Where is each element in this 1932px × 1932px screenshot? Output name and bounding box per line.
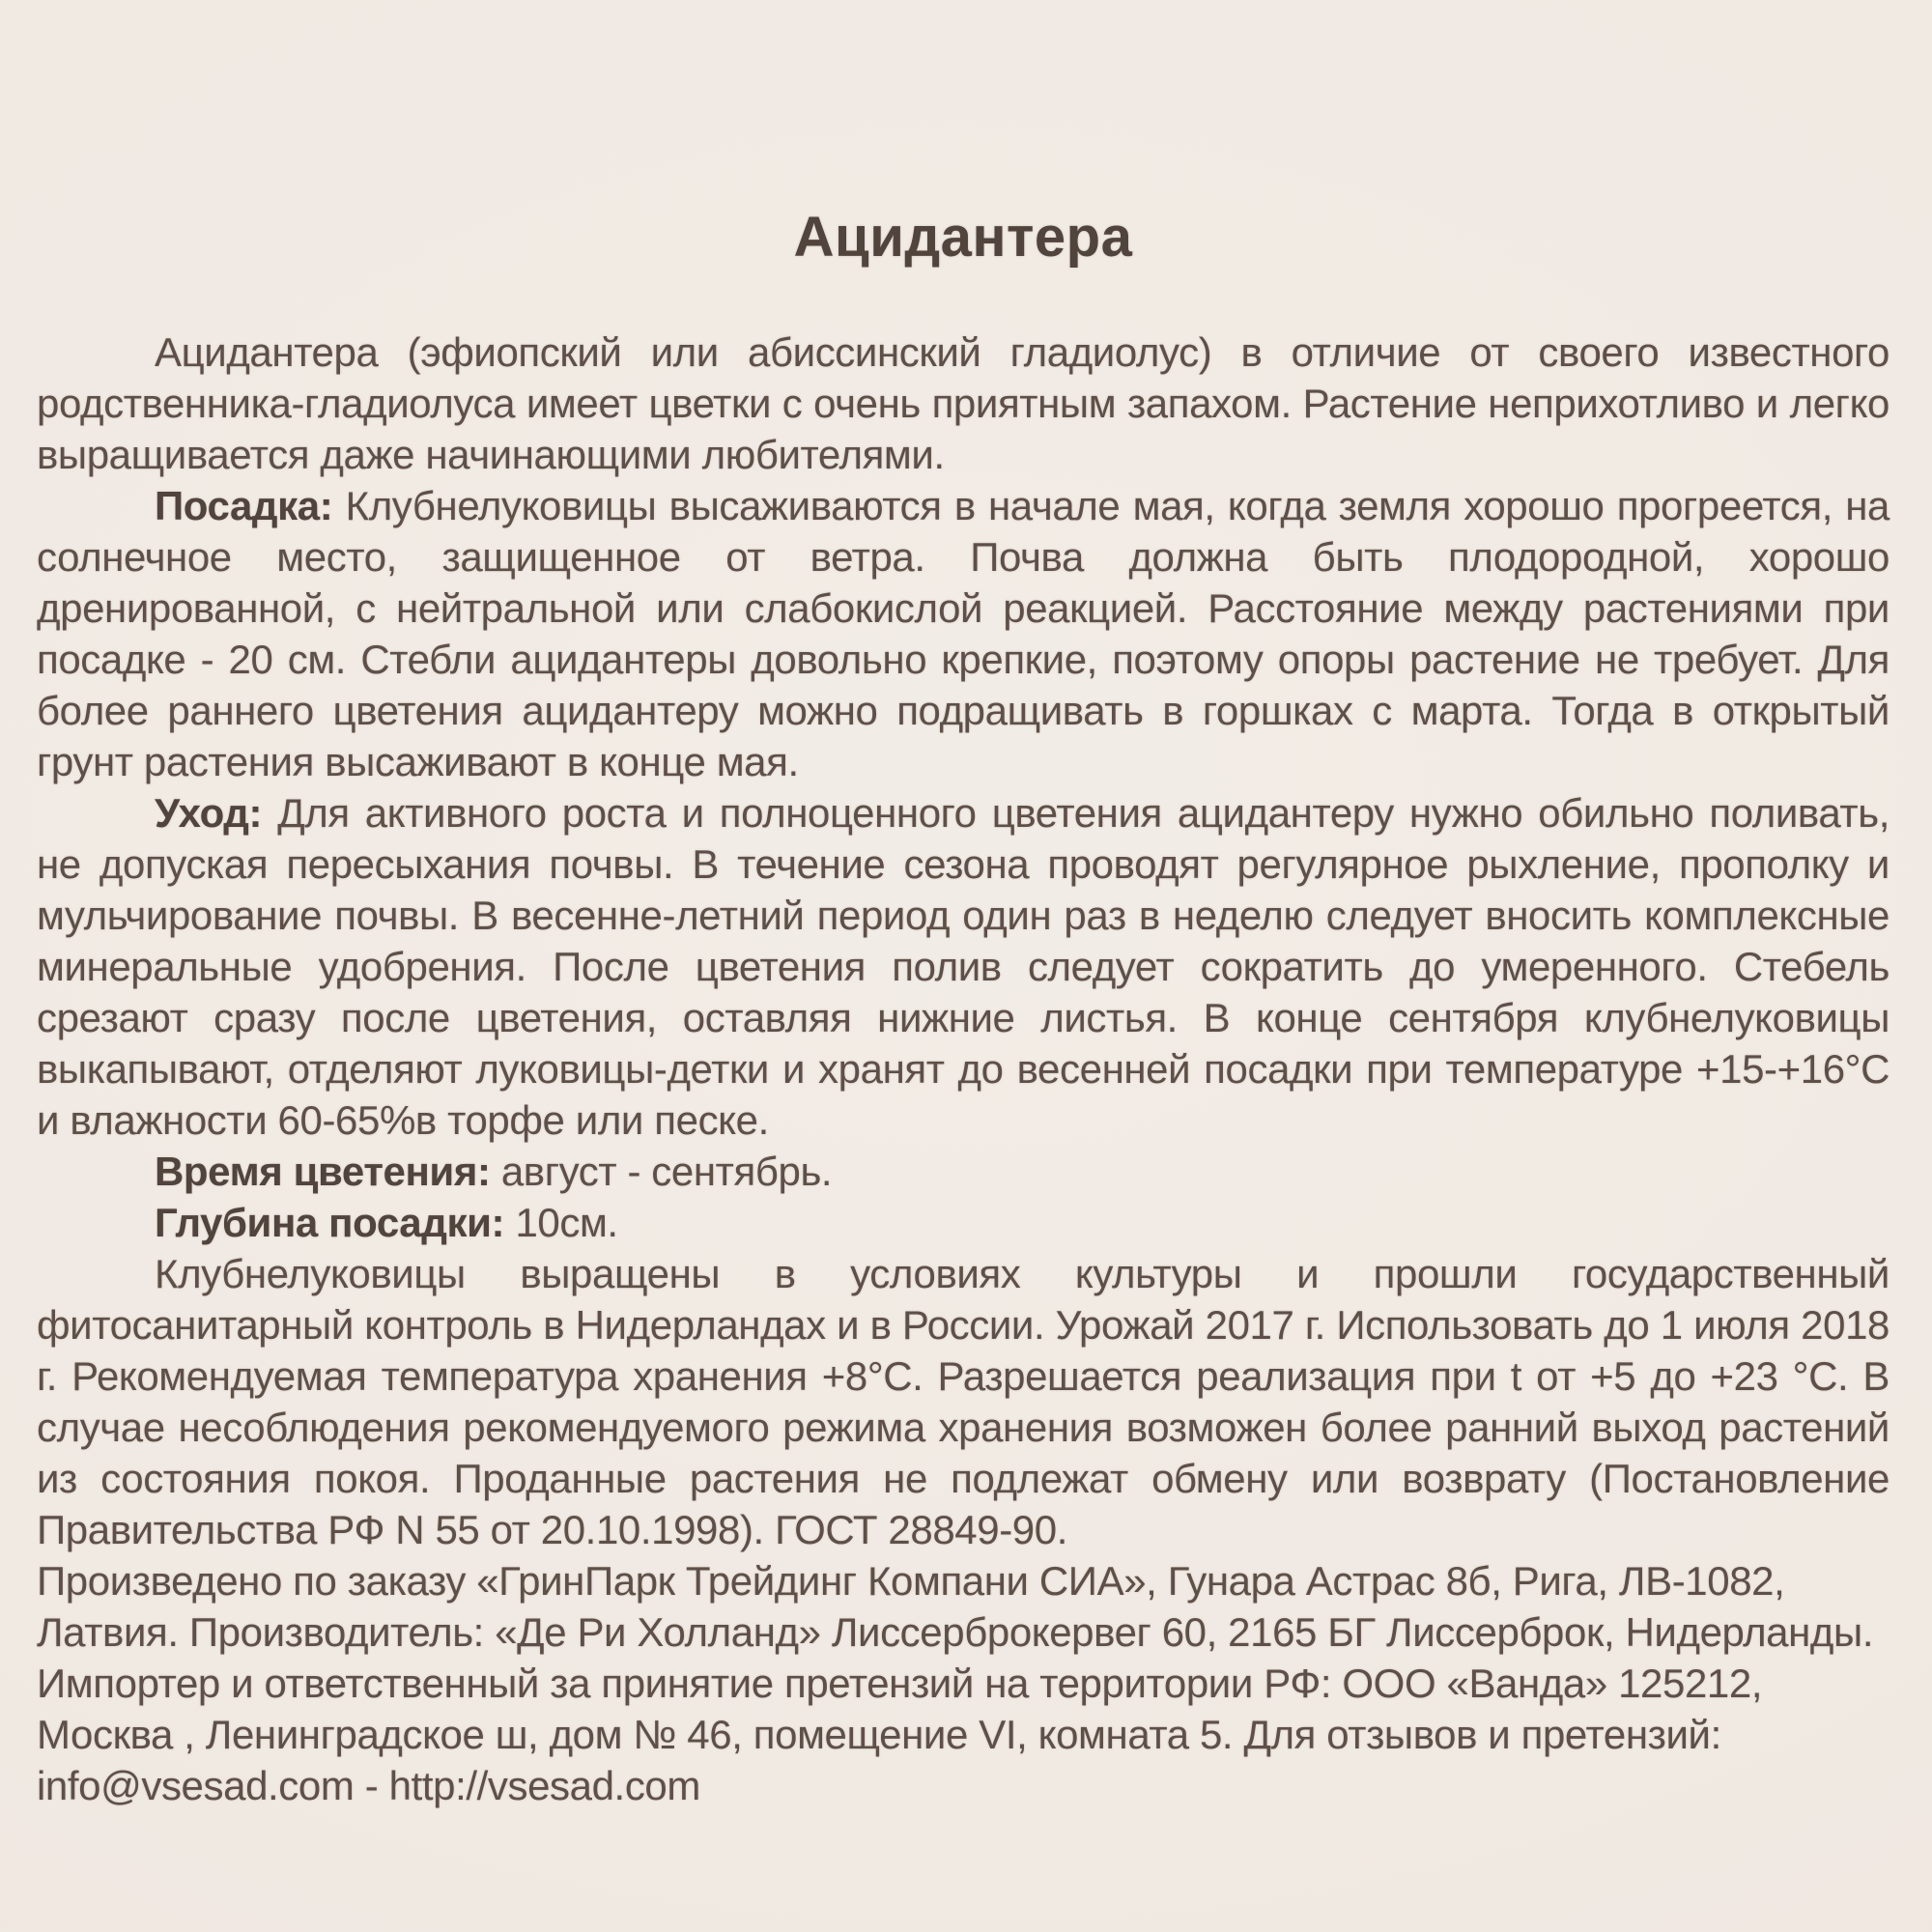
contact-email: info@vsesad.com (37, 1763, 355, 1808)
flowering-time-label: Время цветения: (155, 1149, 491, 1194)
planting-depth-value: 10см. (515, 1200, 618, 1245)
intro-paragraph: Ацидантера (эфиопский или абиссинский гладиолус) в отличие от своего известного родственника-гладиолуса имеет цветки с очень приятным запахом. Растение неприхотливо и легко выращивается даже начинающими любителями. (37, 329, 1889, 477)
care-label: Уход: (155, 790, 263, 836)
email-website-separator: - (364, 1763, 379, 1808)
care-text: Для активного роста и полноценного цветения ацидантеру нужно обильно поливать, не допуская пересыхания почвы. В течение сезона проводят регулярное рыхление, прополку и мульчирование почвы. В весенне-летний период один раз в неделю следует вносить комплексные минеральные удобрения. После цветения полив следует сократить до умеренного. Стебель срезают сразу после цветения, оставляя нижние листья. В конце сентября клубнелуковицы выкапывают, отделяют луковицы-детки и хранят до весенней посадки при температуре +15-+16°С и влажности 60-65%в торфе или песке. (37, 790, 1889, 1143)
planting-text: Клубнелуковицы высаживаются в начале мая, когда земля хорошо прогреется, на солнечное место, защищенное от ветра. Почва должна быть плодородной, хорошо дренированной, с нейтральной или слабокислой реакцией. Расстояние между растениями при посадке - 20 см. Стебли ацидантеры довольно крепкие, поэтому опоры растение не требует. Для более раннего цветения ацидантеру можно подращивать в горшках с марта. Тогда в открытый грунт растения высаживают в конце мая. (37, 483, 1889, 784)
planting-depth-line (37, 1197, 1889, 1248)
planting-label: Посадка: (155, 483, 333, 528)
website-url: http://vsesad.com (388, 1763, 700, 1808)
flowering-time-line (37, 1146, 1889, 1197)
plant-title: Ацидантера (793, 206, 1133, 269)
care-paragraph (37, 787, 1889, 1146)
distribution-paragraph (37, 1555, 1889, 1811)
certification-paragraph: Клубнелуковицы выращены в условиях культуры и прошли государственный фитосанитарный контроль в Нидерландах и в России. Урожай 2017 г. Использовать до 1 июля 2018 г. Рекомендуемая температура хранения +8°С. Разрешается реализация при t от +5 до +23 °С. В случае несоблюдения рекомендуемого режима хранения возможен более ранний выход растений из состояния покоя. Проданные растения не подлежат обмену или возврату (Постановление Правительства РФ N 55 от 20.10.1998). ГОСТ 28849-90. (37, 1251, 1889, 1552)
planting-depth-label: Глубина посадки: (155, 1200, 505, 1245)
distribution-text: Произведено по заказу «ГринПарк Трейдинг Компани СИА», Гунара Астрас 8б, Рига, ЛВ-1082, Латвия. Производитель: «Де Ри Холланд» Лиссерброкервег 60, 2165 БГ Лиссерброк, Нидерланды. Импортер и ответственный за принятие претензий на территории РФ: ООО «Ванда» 125212, Москва , Ленинградское ш, дом № 46, помещение VI, комната 5. Для отзывов и претензий: (37, 1558, 1874, 1757)
flowering-time-value: август - сентябрь. (500, 1149, 833, 1194)
planting-paragraph (37, 480, 1889, 787)
plant-care-label (37, 203, 1889, 1811)
